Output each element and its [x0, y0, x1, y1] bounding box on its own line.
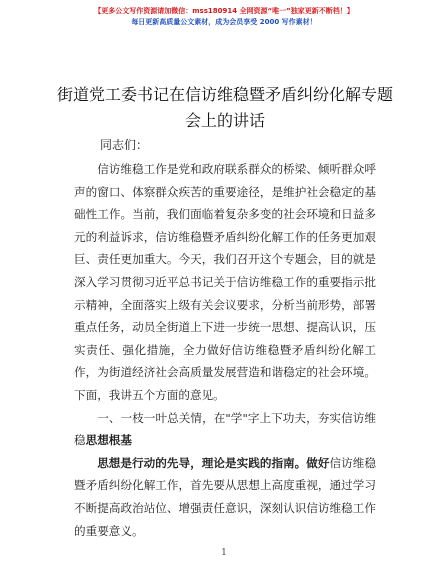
document-title: 街道党工委书记在信访维稳暨矛盾纠纷化解专题会上的讲话: [56, 85, 393, 130]
promo-banner-line1: 【更多公文写作资源请加微信：mss180914 全网资源“唯一”独家更新不断档！】: [94, 7, 354, 15]
greeting: 同志们：: [100, 138, 149, 152]
section-heading-1-text: 一、一枝一叶总关情，在"学"字上下功夫，夯实信访维稳: [74, 410, 376, 448]
paragraph-section-1-lead: 思想是行动的先导，理论是实践的指南。做好: [97, 455, 330, 470]
document-body: [74, 158, 376, 542]
page-number: 1: [221, 548, 227, 558]
section-heading-1-bold: 思想根基: [85, 433, 132, 448]
promo-banner-line2: 每日更新高质量公文素材，成为会员享受 2000 写作素材！: [131, 18, 317, 26]
section-heading-1: [74, 407, 376, 452]
paragraph-section-1: [74, 452, 376, 542]
paragraph-section-1-text: 信访维稳暨矛盾纠纷化解工作，首先要从思想上高度重视，通过学习不断提高政治站位、增强责任意识，深刻认识信访维稳工作的重要意义。: [74, 455, 376, 538]
promo-banner: [0, 6, 448, 28]
paragraph-intro: 信访维稳工作是党和政府联系群众的桥梁、倾听群众呼声的窗口、体察群众疾苦的重要途径，是维护社会稳定的基础性工作。当前，我们面临着复杂多变的社会环境和日益多元的利益诉求，信访维稳暨矛盾纠纷化解工作的任务更加艰巨、责任更加重大。今天，我们召开这个专题会，目的就是深入学习贯彻习近平总书记关于信访维稳工作的重要指示批示精神，全面落实上级有关会议要求，分析当前形势，部署重点任务，动员全街道上下进一步统一思想、提高认识，压实责任、强化措施，全力做好信访维稳暨矛盾纠纷化解工作，为街道经济社会高质量发展营造和谐稳定的社会环境。下面，我讲五个方面的意见。: [74, 162, 376, 402]
